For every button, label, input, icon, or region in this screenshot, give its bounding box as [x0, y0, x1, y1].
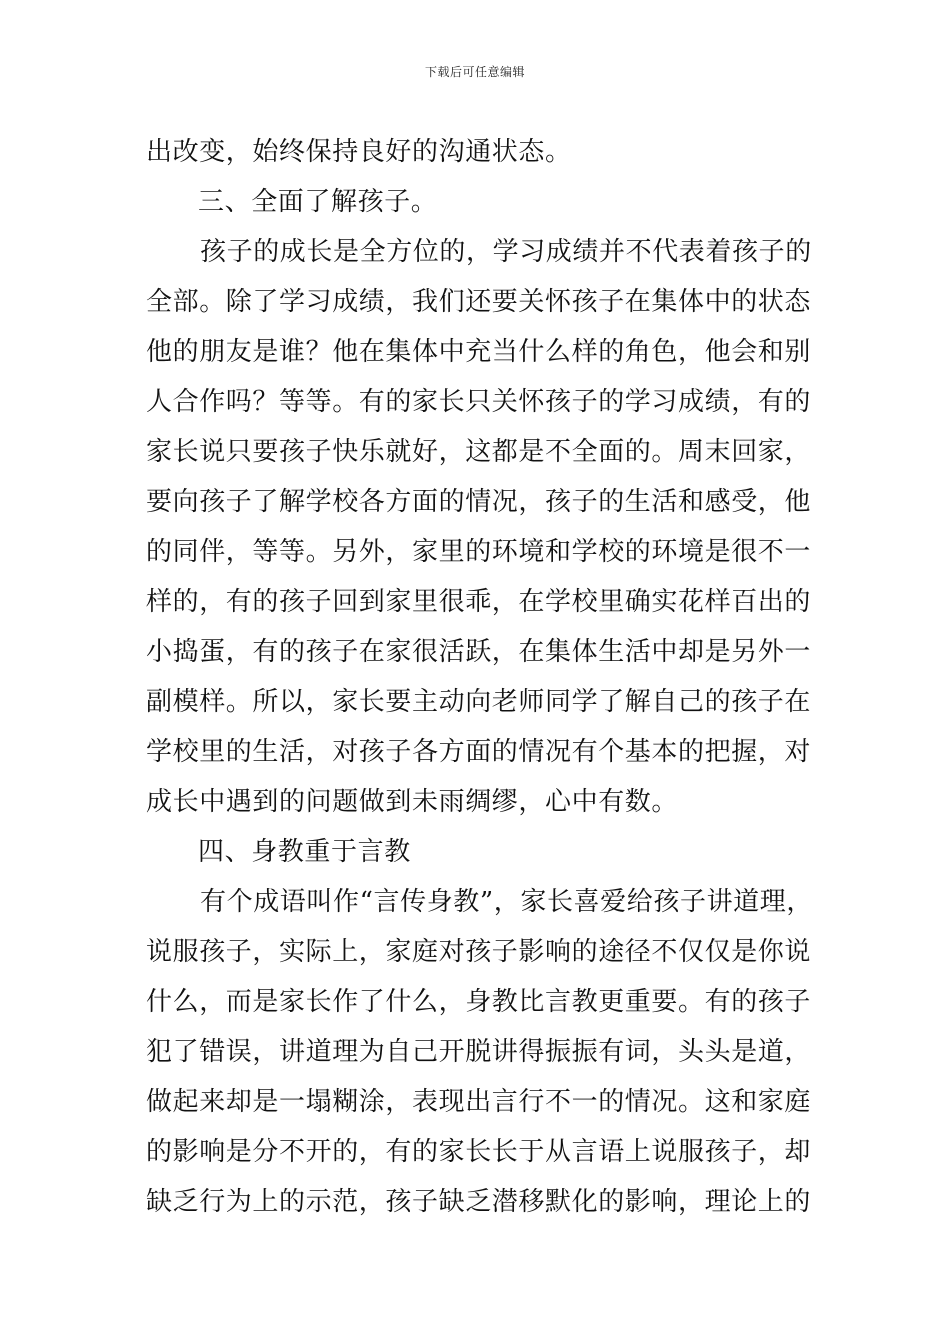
text-line: 犯了错误，讲道理为自己开脱讲得振振有词，头头是道， — [146, 1037, 812, 1067]
document-body — [146, 127, 866, 1227]
text-line: 的影响是分不开的，有的家长长于从言语上说服孩子，却 — [146, 1137, 812, 1167]
text-line: 样的，有的孩子回到家里很乖，在学校里确实花样百出的 — [146, 587, 812, 617]
text-line: 孩子的成长是全方位的，学习成绩并不代表着孩子的 — [200, 237, 812, 267]
text-line: 有个成语叫作“言传身教”，家长喜爱给孩子讲道理， — [200, 887, 813, 917]
text-line: 人合作吗？等等。有的家长只关怀孩子的学习成绩，有的 — [146, 387, 812, 417]
text-line: 家长说只要孩子快乐就好，这都是不全面的。周末回家， — [146, 437, 812, 467]
text-line: 小捣蛋，有的孩子在家很活跃，在集体生活中却是另外一 — [146, 637, 812, 667]
text-line: 全部。除了学习成绩，我们还要关怀孩子在集体中的状态 — [146, 287, 812, 317]
text-line: 的同伴，等等。另外，家里的环境和学校的环境是很不一 — [146, 537, 812, 567]
text-line: 成长中遇到的问题做到未雨绸缪，心中有数。 — [146, 787, 679, 817]
text-line: 出改变，始终保持良好的沟通状态。 — [146, 137, 572, 167]
section-heading: 三、全面了解孩子。 — [198, 187, 438, 217]
section-heading: 四、身教重于言教 — [198, 837, 411, 867]
text-line: 做起来却是一塌糊涂，表现出言行不一的情况。这和家庭 — [146, 1087, 812, 1117]
text-line: 学校里的生活，对孩子各方面的情况有个基本的把握，对 — [146, 737, 812, 767]
text-line: 什么，而是家长作了什么，身教比言教更重要。有的孩子 — [146, 987, 812, 1017]
text-line: 他的朋友是谁？他在集体中充当什么样的角色，他会和别 — [146, 337, 812, 367]
page-header: 下载后可任意编辑 — [424, 65, 525, 79]
text-line: 缺乏行为上的示范，孩子缺乏潜移默化的影响，理论上的 — [146, 1187, 812, 1217]
text-line: 说服孩子，实际上，家庭对孩子影响的途径不仅仅是你说 — [146, 937, 812, 967]
text-line: 要向孩子了解学校各方面的情况，孩子的生活和感受，他 — [146, 487, 812, 517]
text-line: 副模样。所以，家长要主动向老师同学了解自己的孩子在 — [146, 687, 812, 717]
